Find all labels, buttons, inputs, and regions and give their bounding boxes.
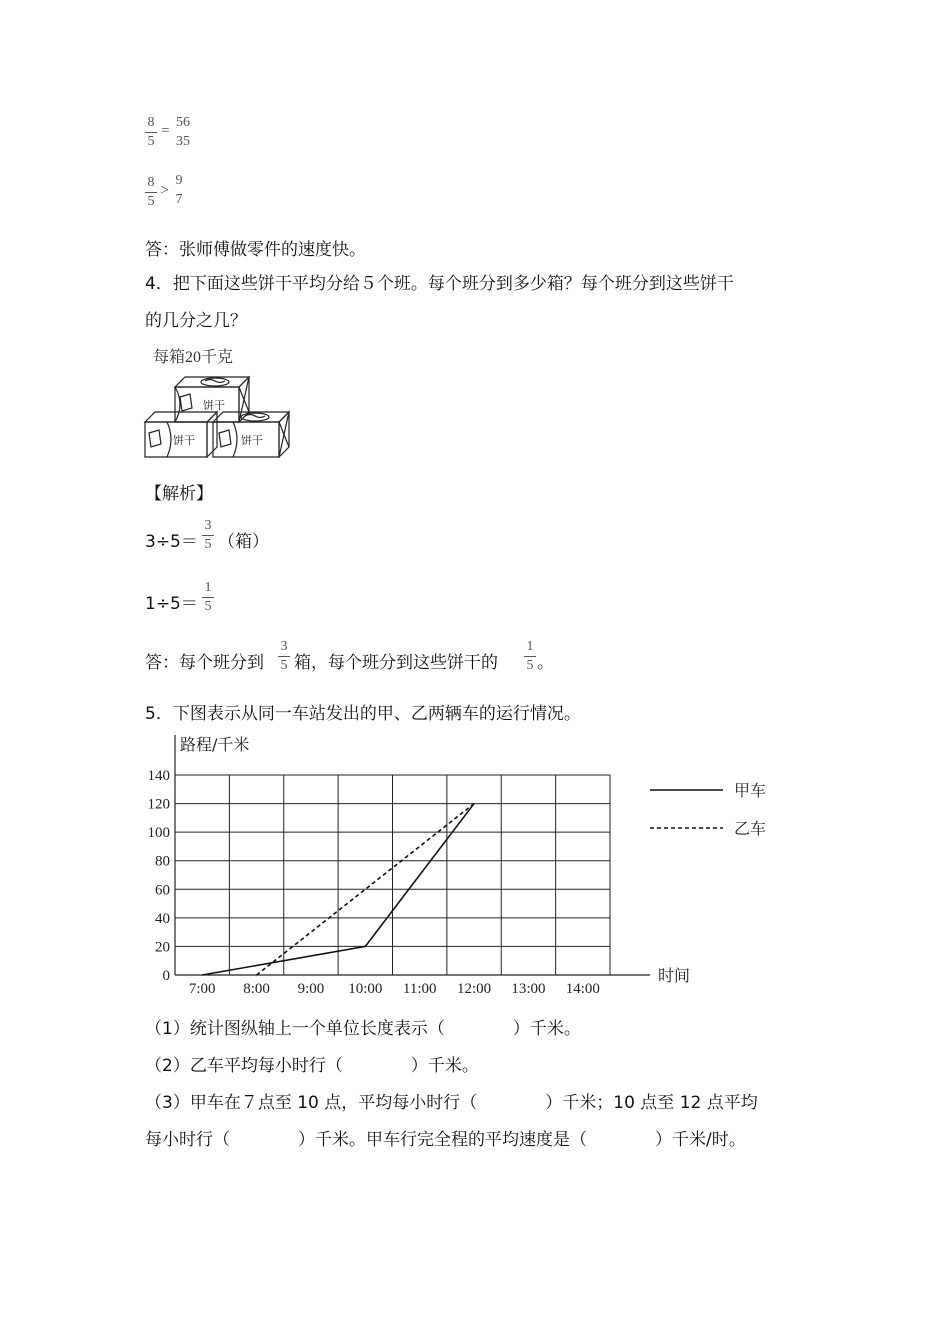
y-tick-label-120: 120 xyxy=(147,796,170,813)
question-5-title: 5．下图表示从同一车站发出的甲、乙两辆车的运行情况。 xyxy=(145,704,581,724)
x-tick-label-5: 12:00 xyxy=(456,981,492,997)
legend-label-0: 甲车 xyxy=(734,781,767,800)
y-axis-label: 路程/千米 xyxy=(180,735,250,754)
travel-line-chart xyxy=(140,730,767,1000)
biscuit-boxes-drawing xyxy=(145,367,295,462)
equation-2-fraction: 1 5 xyxy=(202,580,214,615)
x-axis-label: 时间 xyxy=(658,966,691,985)
question-5-sub3-line1: （3）甲车在７点至 10 点，平均每小时行（ ）千米；10 点至 12 点平均 xyxy=(145,1093,758,1113)
fraction-8-5-a: 8 5 xyxy=(145,115,157,150)
answer-3: 答：张师傅做零件的速度快。 xyxy=(145,240,366,260)
question-4-line1: 4．把下面这些饼干平均分给５个班。每个班分到多少箱？每个班分到这些饼干 xyxy=(145,274,734,294)
question-5-sub3-line2: 每小时行（ ）千米。甲车行完全程的平均速度是（ ）千米/时。 xyxy=(145,1130,746,1150)
answer-4-part3: 。 xyxy=(537,653,554,673)
equation-2-left: 1÷5＝ xyxy=(145,594,198,614)
x-tick-label-6: 13:00 xyxy=(511,981,546,997)
y-tick-label-40: 40 xyxy=(155,910,170,927)
box-label-top: 饼干 xyxy=(203,399,225,412)
question-5-sub2: （2）乙车平均每小时行（ ）千米。 xyxy=(145,1056,479,1076)
answer-4-fraction-2: 1 5 xyxy=(524,639,536,674)
equation-1 xyxy=(145,530,198,554)
chart-grid xyxy=(175,775,610,975)
y-tick-label-20: 20 xyxy=(155,939,170,956)
equation-1-fraction: 3 5 xyxy=(202,518,214,553)
x-tick-label-2: 9:00 xyxy=(297,981,325,997)
question-5-sub1: （1）统计图纵轴上一个单位长度表示（ ）千米。 xyxy=(145,1019,581,1039)
greater-than-sign: > xyxy=(160,182,170,199)
answer-4-part2: 箱，每个班分到这些饼干的 xyxy=(294,653,498,673)
x-tick-label-0: 7:00 xyxy=(188,981,216,997)
biscuit-boxes-illustration xyxy=(145,342,295,462)
y-tick-label-140: 140 xyxy=(147,768,170,784)
fraction-56-35: 56 35 xyxy=(176,115,190,149)
equation-1-unit: （箱） xyxy=(218,532,269,552)
box-label-right: 饼干 xyxy=(241,434,263,447)
y-tick-label-60: 60 xyxy=(155,882,170,899)
y-tick-label-0: 0 xyxy=(162,968,170,984)
equals-sign: = xyxy=(161,123,170,139)
equation-1-left: 3÷5＝ xyxy=(145,532,198,552)
x-tick-label-1: 8:00 xyxy=(243,981,270,997)
box-label-left: 饼干 xyxy=(173,434,195,447)
x-tick-label-7: 14:00 xyxy=(565,981,600,997)
chart-axes xyxy=(148,735,651,997)
answer-4-fraction-1: 3 5 xyxy=(278,639,290,674)
top-calculation xyxy=(145,115,225,225)
fraction-9-7: 9 7 xyxy=(175,173,183,207)
legend-label-1: 乙车 xyxy=(734,819,767,838)
x-tick-label-4: 11:00 xyxy=(402,981,437,997)
x-tick-label-3: 10:00 xyxy=(348,981,383,997)
answer-4-part1: 答：每个班分到 xyxy=(145,653,264,673)
fraction-8-5-b: 8 5 xyxy=(145,175,157,210)
question-4-line2: 的几分之几？ xyxy=(145,311,247,331)
chart-legend xyxy=(650,781,766,838)
image-caption: 每箱20千克 xyxy=(153,349,234,366)
analysis-heading: 【解析】 xyxy=(145,484,213,504)
y-tick-label-80: 80 xyxy=(155,853,170,870)
y-tick-label-100: 100 xyxy=(147,825,170,842)
